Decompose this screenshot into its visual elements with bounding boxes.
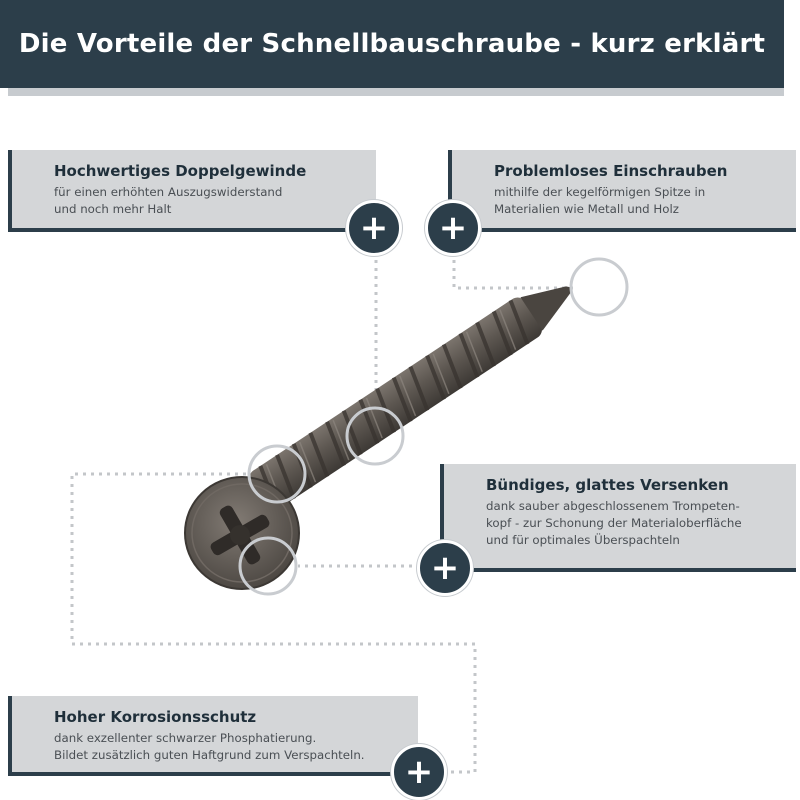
feature-text-line: für einen erhöhten Auszugswiderstand [54, 185, 283, 199]
feature-text-line: Materialien wie Metall und Holz [494, 202, 679, 216]
feature-title: Problemloses Einschrauben [494, 162, 728, 180]
expand-plus-icon[interactable]: + [391, 744, 447, 800]
page-title: Die Vorteile der Schnellbauschraube - kurz erklärt [18, 29, 766, 59]
expand-plus-icon[interactable]: + [346, 200, 402, 256]
expand-plus-icon[interactable]: + [417, 540, 473, 596]
feature-einschrauben [448, 150, 796, 228]
feature-text-line: kopf - zur Schonung der Materialoberfläche [486, 516, 742, 530]
feature-text-line: und noch mehr Halt [54, 202, 172, 216]
connector-einschrauben [454, 252, 578, 288]
ring-tip [571, 259, 627, 315]
feature-text-line: dank sauber abgeschlossenem Trompeten- [486, 499, 740, 513]
feature-korrosionsschutz [8, 696, 418, 772]
feature-title: Bündiges, glattes Versenken [486, 476, 729, 494]
feature-text-line: dank exzellenter schwarzer Phosphatierung. [54, 731, 317, 745]
feature-text-line: mithilfe der kegelförmigen Spitze in [494, 185, 706, 199]
feature-text-line: Bildet zusätzlich guten Haftgrund zum Verspachteln. [54, 748, 365, 762]
expand-plus-icon[interactable]: + [425, 200, 481, 256]
feature-title: Hochwertiges Doppelgewinde [54, 162, 307, 180]
feature-doppelgewinde [8, 150, 376, 228]
feature-versenken [440, 464, 796, 568]
feature-title: Hoher Korrosionsschutz [54, 708, 257, 726]
feature-text-line: und für optimales Überspachteln [486, 533, 680, 547]
